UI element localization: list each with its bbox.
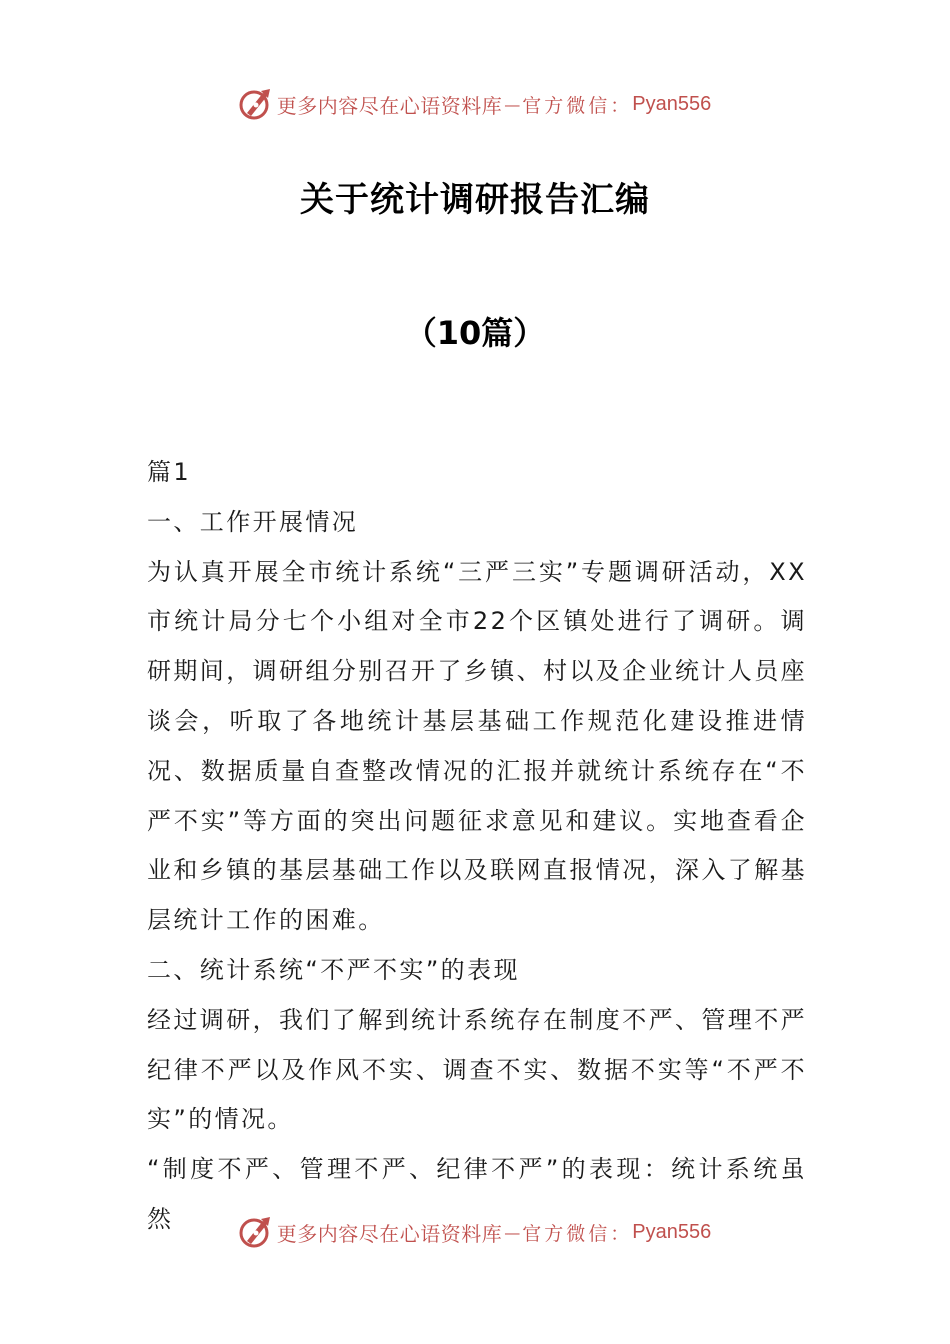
watermark-banner-top <box>0 84 950 124</box>
watermark-text: 更多内容尽在心语资料库 <box>276 93 503 118</box>
body-paragraph: 为认真开展全市统计系统“三严三实”专题调研活动，XX市统计局分七个小组对全市22个区镇处进行了调研。调研期间，调研组分别召开了乡镇、村以及企业统计人员座谈会，听取了各地统计基层基础工作规范化建设推进情况、数据质量自查整改情况的汇报并就统计系统存在“不严不实”等方面的突出问题征求意见和建议。实地查看企业和乡镇的基层基础工作以及联网直报情况，深入了解基层统计工作的困难。 <box>147 557 807 935</box>
watermark-wechat-id: Pyan556 <box>632 92 712 115</box>
watermark-text: 更多内容尽在心语资料库 <box>276 1221 503 1246</box>
document-subtitle: （10篇） <box>404 314 546 352</box>
document-body <box>147 448 807 1245</box>
watermark-label: 官方微信： <box>522 94 633 117</box>
watermark-separator: — <box>504 94 521 114</box>
watermark-banner-bottom <box>0 1212 950 1252</box>
document-title: 关于统计调研报告汇编 <box>300 180 650 220</box>
watermark-separator: — <box>504 1222 521 1242</box>
watermark-label: 官方微信： <box>522 1222 633 1245</box>
watermark-wechat-id: Pyan556 <box>632 1220 712 1243</box>
body-paragraph: “制度不严、管理不严、纪律不严”的表现：统计系统虽然 <box>147 1155 807 1233</box>
section-heading: 二、统计系统“不严不实”的表现 <box>147 955 520 984</box>
section-heading: 一、工作开展情况 <box>147 507 359 536</box>
pen-logo-icon <box>239 1215 273 1249</box>
pen-logo-icon <box>239 87 273 121</box>
body-paragraph: 经过调研，我们了解到统计系统存在制度不严、管理不严纪律不严以及作风不实、调查不实、数据不实等“不严不实”的情况。 <box>147 1005 807 1134</box>
section-label: 篇1 <box>147 458 192 486</box>
